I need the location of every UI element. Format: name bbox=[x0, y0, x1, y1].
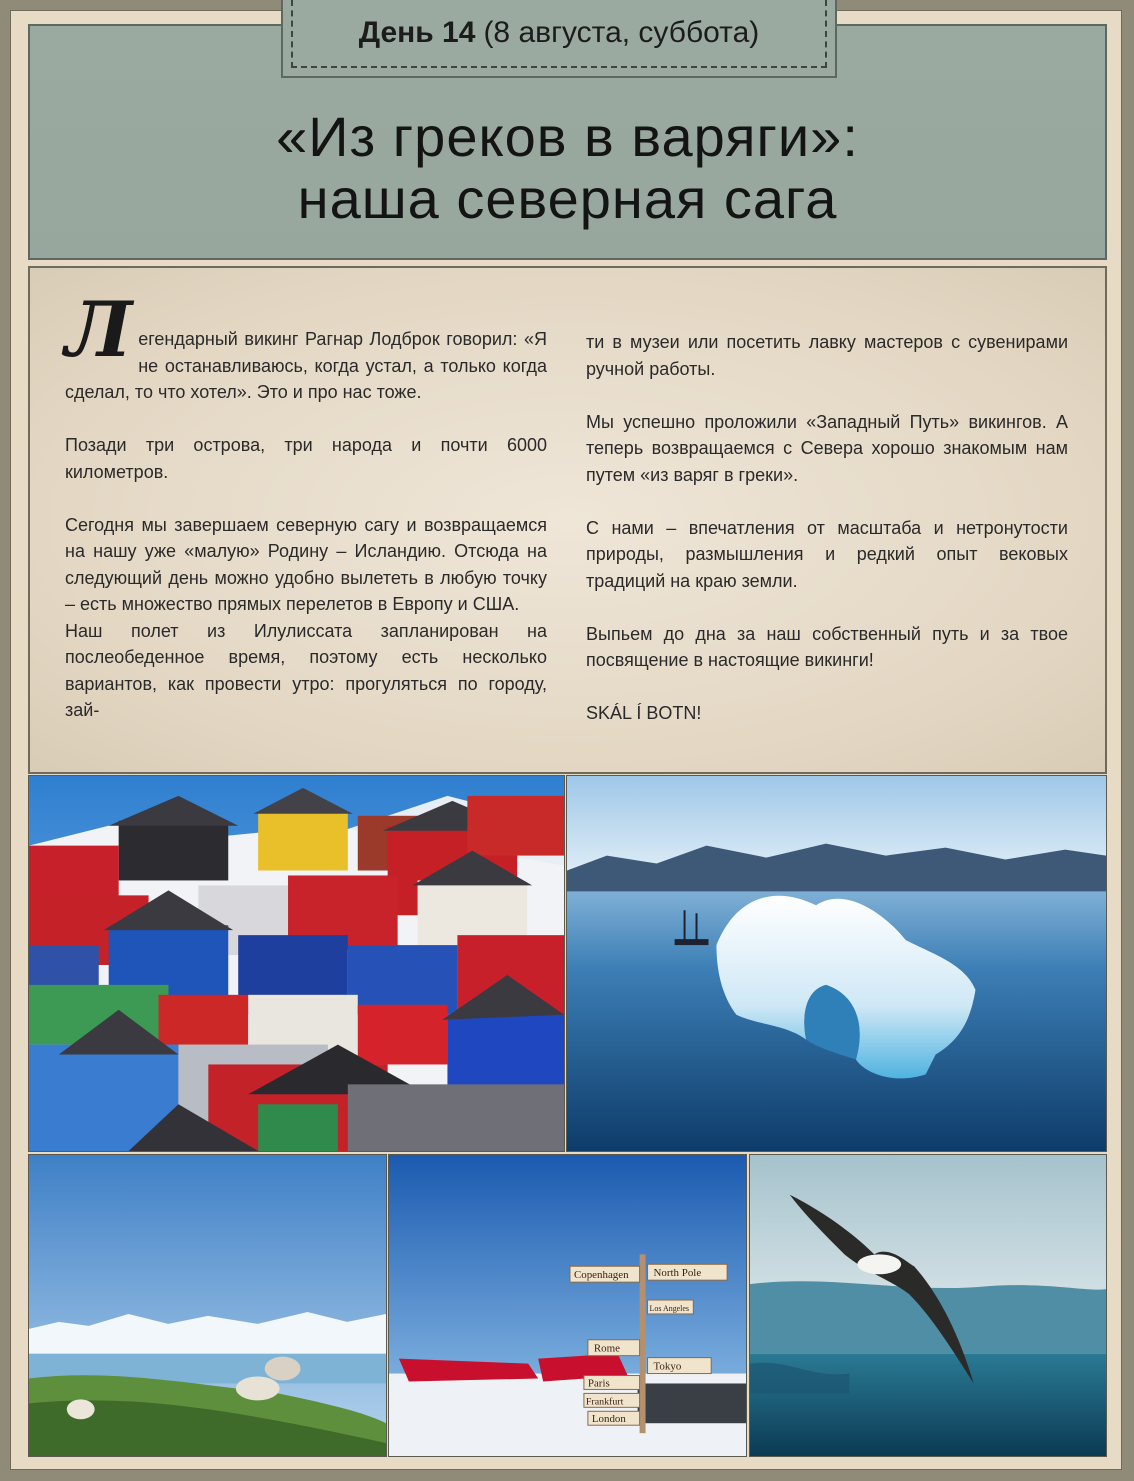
drop-cap: Л bbox=[65, 285, 133, 374]
sign-label: Rome bbox=[593, 1342, 620, 1355]
title-line-1: «Из греков в варяги»: bbox=[276, 105, 859, 168]
sign-label: Paris bbox=[587, 1377, 610, 1390]
sign-label: London bbox=[591, 1413, 626, 1426]
photo-albatross bbox=[749, 1154, 1107, 1457]
paragraph: Наш полет из Илулиссата запланирован на послеобеденное время, поэтому есть несколько вариантов, как провести утро: прогуляться по городу, зай- bbox=[65, 620, 547, 720]
paragraph bbox=[65, 285, 547, 406]
paragraph: SKÁL Í BOTN! bbox=[586, 703, 702, 723]
day-number: День 14 bbox=[358, 16, 476, 49]
paragraph: Мы успешно проложили «Западный Путь» викингов. А теперь возвращаемся с Севера хорошо знакомым нам путем «из варяг в греки». bbox=[586, 411, 1068, 485]
article-column-left bbox=[65, 285, 547, 750]
photo-iceberg bbox=[566, 775, 1107, 1152]
paragraph: Выпьем до дна за наш собственный путь и за твое посвящение в настоящие викинги! bbox=[586, 623, 1068, 670]
paragraph: ти в музеи или посетить лавку мастеров с сувенирами ручной работы. bbox=[586, 332, 1068, 379]
sign-label: Los Angeles bbox=[649, 1303, 690, 1313]
title-line-2: наша северная сага bbox=[297, 167, 838, 230]
photo-signpost bbox=[388, 1154, 747, 1457]
day-tab bbox=[281, 0, 837, 78]
article-column-right bbox=[586, 329, 1068, 753]
paragraph: Позади три острова, три народа и почти 6000 километров. bbox=[65, 435, 547, 482]
sign-label: Tokyo bbox=[653, 1360, 682, 1373]
paragraph-text: егендарный викинг Рагнар Лодброк говорил: «Я не останавливаюсь, когда устал, а только когда сделал, то что хотел». Это и про нас тоже. bbox=[65, 329, 547, 402]
sign-label: North Pole bbox=[653, 1267, 702, 1280]
sign-label: Frankfurt bbox=[585, 1396, 624, 1408]
paragraph: С нами – впечатления от масштаба и нетронутости природы, размышления и редкий опыт вековых традиций на краю земли. bbox=[586, 517, 1068, 591]
photo-sled-dogs bbox=[28, 1154, 387, 1457]
sign-label: Copenhagen bbox=[573, 1269, 629, 1282]
page-title bbox=[28, 106, 1107, 230]
paragraph: Сегодня мы завершаем северную сагу и возвращаемся на нашу уже «малую» Родину – Исландию. Отсюда на следующий день можно удобно вылететь в любую точку – есть множество прямых перелетов в Европу и США. bbox=[65, 514, 547, 614]
day-date: (8 августа, суббота) bbox=[483, 16, 760, 49]
day-label bbox=[291, 0, 827, 68]
photo-colorful-houses bbox=[28, 775, 565, 1152]
